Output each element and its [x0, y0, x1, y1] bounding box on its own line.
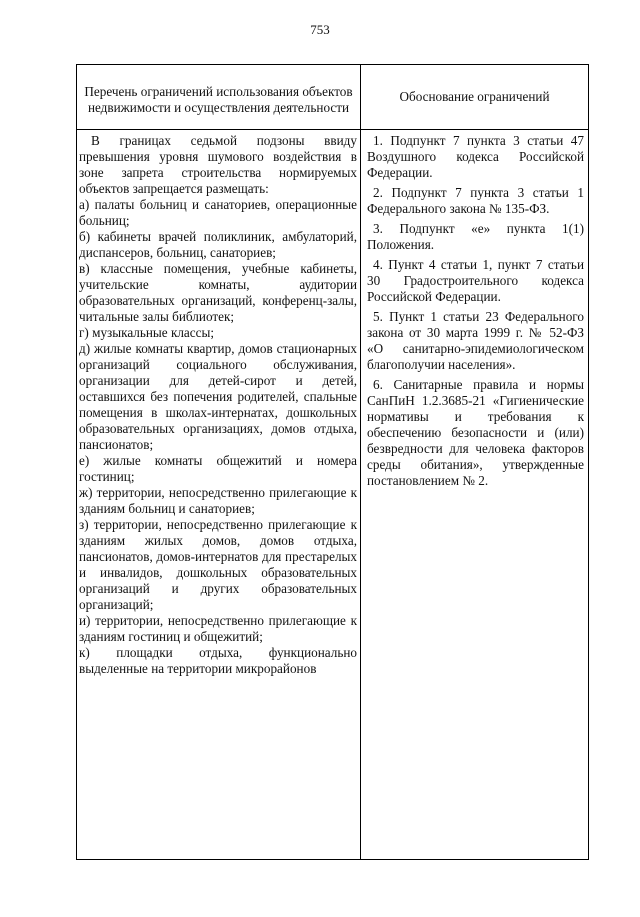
restriction-item-z: з) территории, непосредственно прилегающие к зданиям жилых домов, домов отдыха, пансионатов, домов-интернатов для престарелых и инвалидов, дошкольных образовательных организаций и других образовательных организаций; — [79, 517, 357, 612]
restriction-item-b: б) кабинеты врачей поликлиник, амбулаторий, диспансеров, больниц, санаториев; — [79, 229, 357, 260]
restrictions-table — [76, 64, 589, 860]
table-body-row — [77, 130, 589, 860]
justification-item-3: 3. Подпункт «е» пункта 1(1) Положения. — [367, 221, 584, 252]
header-justification: Обоснование ограничений — [361, 65, 589, 130]
page-number: 753 — [310, 22, 330, 37]
restriction-intro: В границах седьмой подзоны ввиду превышения уровня шумового воздействия в зоне запрета строительства нормируемых объектов запрещается размещать: — [79, 133, 357, 196]
justification-item-5: 5. Пункт 1 статьи 23 Федерального закона от 30 марта 1999 г. № 52-ФЗ «О санитарно-эпидемиологическом благополучии населения». — [367, 309, 584, 372]
restriction-item-zh: ж) территории, непосредственно прилегающие к зданиям больниц и санаториев; — [79, 485, 357, 516]
justification-item-2: 2. Подпункт 7 пункта 3 статьи 1 Федерального закона № 135-ФЗ. — [367, 185, 584, 216]
justification-item-4: 4. Пункт 4 статьи 1, пункт 7 статьи 30 Градостроительного кодекса Российской Федерации. — [367, 257, 584, 304]
justification-item-6: 6. Санитарные правила и нормы СанПиН 1.2.3685-21 «Гигиенические нормативы и требования к обеспечению безопасности и (или) безвредности для человека факторов среды обитания», утвержденные постановлением № 2. — [367, 377, 584, 488]
restriction-item-v: в) классные помещения, учебные кабинеты, учительские комнаты, аудитории образовательных организаций, конференц-залы, читальные залы библиотек; — [79, 261, 357, 324]
justification-item-1: 1. Подпункт 7 пункта 3 статьи 47 Воздушного кодекса Российской Федерации. — [367, 133, 584, 180]
restriction-item-d: д) жилые комнаты квартир, домов стационарных организаций социального обслуживания, организации для детей-сирот и детей, оставшихся без попечения родителей, спальные помещения в школах-интернатах, дошкольных образовательных организациях, домов отдыха, пансионатов; — [79, 341, 357, 452]
restriction-item-a: а) палаты больниц и санаториев, операционные больниц; — [79, 197, 357, 228]
restriction-item-i: и) территории, непосредственно прилегающие к зданиям гостиниц и общежитий; — [79, 613, 357, 644]
restriction-item-k: к) площадки отдыха, функционально выделенные на территории микрорайонов — [79, 645, 357, 676]
justification-cell — [361, 130, 589, 860]
table-header-row — [77, 65, 589, 130]
restrictions-cell — [77, 130, 361, 860]
restriction-item-g: г) музыкальные классы; — [79, 325, 215, 340]
header-restrictions-list: Перечень ограничений использования объектов недвижимости и осуществления деятельности — [77, 65, 361, 130]
restriction-item-e: е) жилые комнаты общежитий и номера гостиниц; — [79, 453, 357, 484]
